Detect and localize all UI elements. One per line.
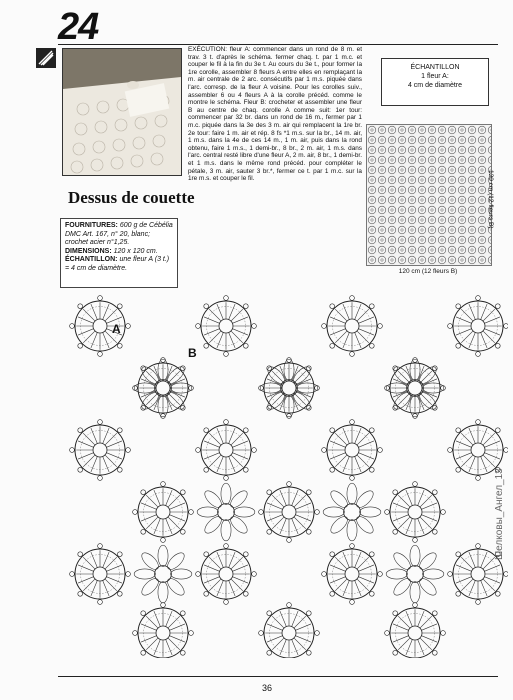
swatch-label-box [381,58,489,106]
swatch-title: ÉCHANTILLON [410,64,460,71]
diagram-label-b: B [188,346,197,360]
flower-b-motif [386,545,444,603]
fournitures-label: FOURNITURES: [65,222,118,229]
flower-a-motif [196,544,257,605]
flower-a-motif [322,296,383,357]
echantillon-text: une fleur A (3 t.) = 4 cm de diamètre. [65,256,170,272]
flower-a-motif [196,420,257,481]
swatch-line1: 1 fleur A: [421,73,449,80]
flower-a-motif [322,420,383,481]
flower-a-motif [70,544,131,605]
flower-a-motif [385,482,446,543]
flower-b-motif [323,483,381,541]
scissors-icon [36,48,56,68]
flower-a-motif [259,603,320,658]
flower-a-motif [448,296,508,357]
flower-a-motif [70,296,131,357]
pattern-number: 24 [58,6,99,48]
flower-a-motif [133,358,194,419]
swatch-line2: 4 cm de diamètre [407,82,463,89]
flower-a-motif [70,420,131,481]
dimensions-text: 120 x 120 cm. [113,247,158,255]
footer-rule [58,676,498,677]
supplies-box [60,218,178,288]
flower-a-motif [196,296,257,357]
product-photo [62,48,182,176]
flower-a-motif [259,482,320,543]
dimension-horizontal: 120 cm (12 fleurs B) [398,268,458,275]
diagram-label-a: A [112,322,121,336]
echantillon-label: ÉCHANTILLON: [65,256,118,263]
pattern-title: Dessus de couette [68,188,195,207]
flower-a-motif [259,358,320,419]
flower-a-motif [133,482,194,543]
dimensions-label: DIMENSIONS: [65,247,112,255]
dimension-vertical: 120 cm (12 fleurs B) [487,170,494,229]
flower-a-motif [385,358,446,419]
page-number: 36 [262,683,273,693]
watermark: Шелковы_Ангел_13 [494,468,505,560]
flower-b-motif [197,483,255,541]
header-rule [58,44,498,45]
flower-a-motif [385,603,446,658]
instructions-text: EXÉCUTION: fleur A: commencer dans un rond de 8 m. et trav. 3 t. d'après le schéma. fermer chaq. t. par 1 m.c. et couper le fil à la fin du 3e t. Au cours du 3e t., pour former la 1re corolle, assembler 8 fleurs A entre elles en remplaçant la m. air centrale de 2 arc. consécutifs par 1 m.s. piquée dans l'arc. corresp. de la fleur A voisine. Pour les corolles suiv., assembler 6 ou 4 fleurs A à la corolle précéd. comme le montre le schéma. Fleur B: crocheter et assembler une fleur B au centre de chaq. corolle A comme suit: 1er tour: commencer par 32 br. dans un rond de 16 m., fermer par 1 m.c. piquée dans la 3e des 3 m. air qui remplacent la 1re br. 2e tour: faire 1 m. air et rép. 8 fs *1 m.s. sur la br., 14 m. air, 1 m.s. dans la 4e de ces 14 m., 1 m. air, puis dans la rond obtenu, faire 1 m.s., 1 demi-br., 8 br., 2 m. air, 1 m.s. dans l'arc. central resté libre d'une fleur A, 2 m. air, 8 br., 1 demi-br. et 1 m.s. dans le même rond précéd. pour compléter le pétale, 3 m. air, sauter 3 br.*, fermer ce t. par 1 m.c. sur la 1re m.s. et couper le fil. [188,46,362,183]
flower-b-motif [134,545,192,603]
swatch-motif-grid [366,124,492,266]
fournitures-text: 600 g de Cébélia DMC Art. 167, n° 20, blanc; crochet acier n°1,25. [65,222,173,246]
flower-a-motif [133,603,194,658]
crochet-chart-diagram [58,288,508,658]
flower-a-motif [322,544,383,605]
